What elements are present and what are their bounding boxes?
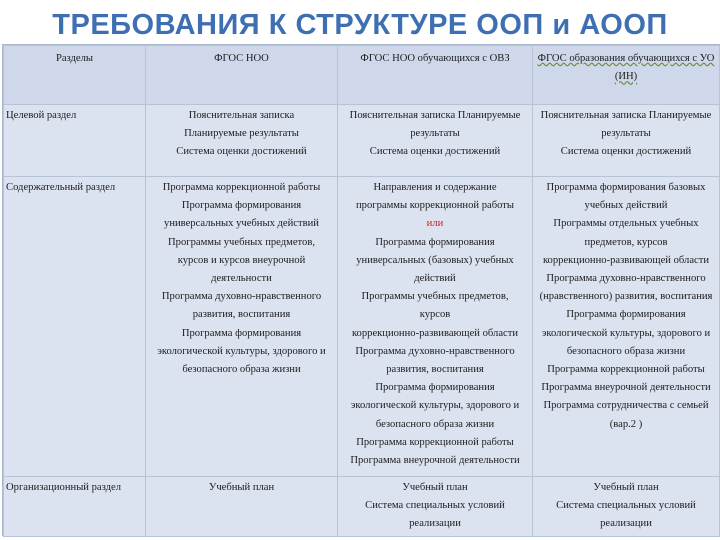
cell-line: Программа формирования (375, 382, 495, 394)
header-sections: Разделы (4, 46, 146, 105)
cell-line: Программа духовно-нравственного (355, 345, 515, 357)
cell-line: Программа духовно-нравственного (161, 291, 322, 303)
cell-line: Учебный план (402, 482, 468, 493)
cell-line: Пояснительная записка Планируемые (349, 110, 521, 121)
cell-line: экологической культуры, здорового и (157, 345, 326, 357)
cell-line: экологической культуры, здорового и (350, 400, 520, 412)
cell-line: Система оценки достижений (176, 146, 307, 158)
cell-line: Программа коррекционной работы (356, 436, 514, 448)
slide-title: ТРЕБОВАНИЯ К СТРУКТУРЕ ООП и АООП (52, 9, 668, 41)
cell-line: Учебный план (208, 482, 275, 493)
cell-line: реализации (600, 518, 652, 530)
cell-line: безопасного образа жизни (375, 418, 495, 430)
cell-line: универсальных учебных действий (164, 218, 319, 230)
cell-ovz-content (338, 177, 533, 477)
cell-line: безопасного образа жизни (182, 364, 301, 376)
cell-line: результаты (410, 128, 460, 140)
cell-line: Пояснительная записка Планируемые (540, 110, 712, 121)
cell-line: Программа формирования (566, 309, 686, 321)
cell-line: Программы отдельных учебных (553, 218, 699, 230)
cell-line: Планируемые результаты (184, 128, 299, 140)
cell-line: Программа формирования (181, 327, 302, 339)
cell-line: Учебный план (593, 482, 659, 493)
cell-line: Система оценки достижений (369, 146, 501, 158)
cell-line: Программа сотрудничества с семьей (543, 400, 709, 412)
cell-line: Программа духовно-нравственного (546, 273, 706, 285)
cell-line: Программа коррекционной работы (547, 364, 705, 376)
cell-ovz-org (338, 477, 533, 537)
cell-line: (нравственного) развития, воспитания (539, 291, 713, 303)
cell-line: результаты (601, 128, 651, 140)
cell-line: универсальных (базовых) учебных (356, 254, 514, 266)
cell-line: безопасного образа жизни (566, 345, 686, 357)
header-fgos-noo: ФГОС НОО (146, 46, 338, 105)
cell-line: реализации (409, 518, 461, 530)
cell-line: действий (414, 273, 456, 285)
cell-noo-target (146, 105, 338, 177)
cell-line: предметов, курсов (584, 236, 668, 248)
cell-line: деятельности (211, 273, 272, 285)
header-fgos-uo-text: ФГОС образования обучающихся с УО (ИН) (537, 53, 715, 83)
cell-line: коррекционно-развивающей области (351, 327, 519, 339)
cell-line: Программы учебных предметов, (361, 291, 509, 303)
cell-noo-content (146, 177, 338, 477)
cell-line: коррекционно-развивающей области (542, 254, 710, 266)
cell-noo-org (146, 477, 338, 537)
cell-line: (вар.2 ) (609, 418, 643, 430)
cell-line: экологической культуры, здорового и (541, 327, 711, 339)
table-row (4, 105, 720, 177)
section-organizational: Организационный раздел (4, 477, 146, 537)
or-label: или (426, 218, 444, 230)
cell-line: Система оценки достижений (560, 146, 692, 158)
cell-line: Программа формирования (181, 200, 302, 212)
cell-ovz-target (338, 105, 533, 177)
section-target: Целевой раздел (4, 105, 146, 177)
cell-line: Программы учебных предметов, (168, 236, 315, 248)
cell-line: программы коррекционной работы (355, 200, 514, 212)
cell-line: учебных действий (584, 200, 668, 212)
cell-line: Система специальных условий (556, 500, 696, 512)
cell-line: Программа внеурочной деятельности (350, 455, 520, 467)
cell-line: Программа внеурочной деятельности (541, 382, 711, 394)
cell-uo-org (533, 477, 720, 537)
cell-line: Программа формирования базовых (546, 182, 706, 193)
table-header-row (4, 46, 720, 105)
header-fgos-uo (533, 46, 720, 105)
cell-line: курсов (419, 309, 451, 321)
header-fgos-ovz: ФГОС НОО обучающихся с ОВЗ (338, 46, 533, 105)
cell-line: курсов и курсов внеурочной (177, 254, 306, 266)
cell-line: развития, воспитания (386, 364, 484, 376)
cell-line: Программа формирования (375, 236, 495, 248)
section-content: Содержательный раздел (4, 177, 146, 477)
cell-line: Система специальных условий (365, 500, 505, 512)
cell-uo-target (533, 105, 720, 177)
cell-uo-content (533, 177, 720, 477)
cell-line: Программа коррекционной работы (162, 182, 321, 193)
table-row (4, 177, 720, 477)
table-row (4, 477, 720, 537)
cell-line: Направления и содержание (373, 182, 497, 193)
cell-line: Пояснительная записка (188, 110, 295, 121)
cell-line: развития, воспитания (192, 309, 291, 321)
requirements-table (2, 44, 720, 536)
